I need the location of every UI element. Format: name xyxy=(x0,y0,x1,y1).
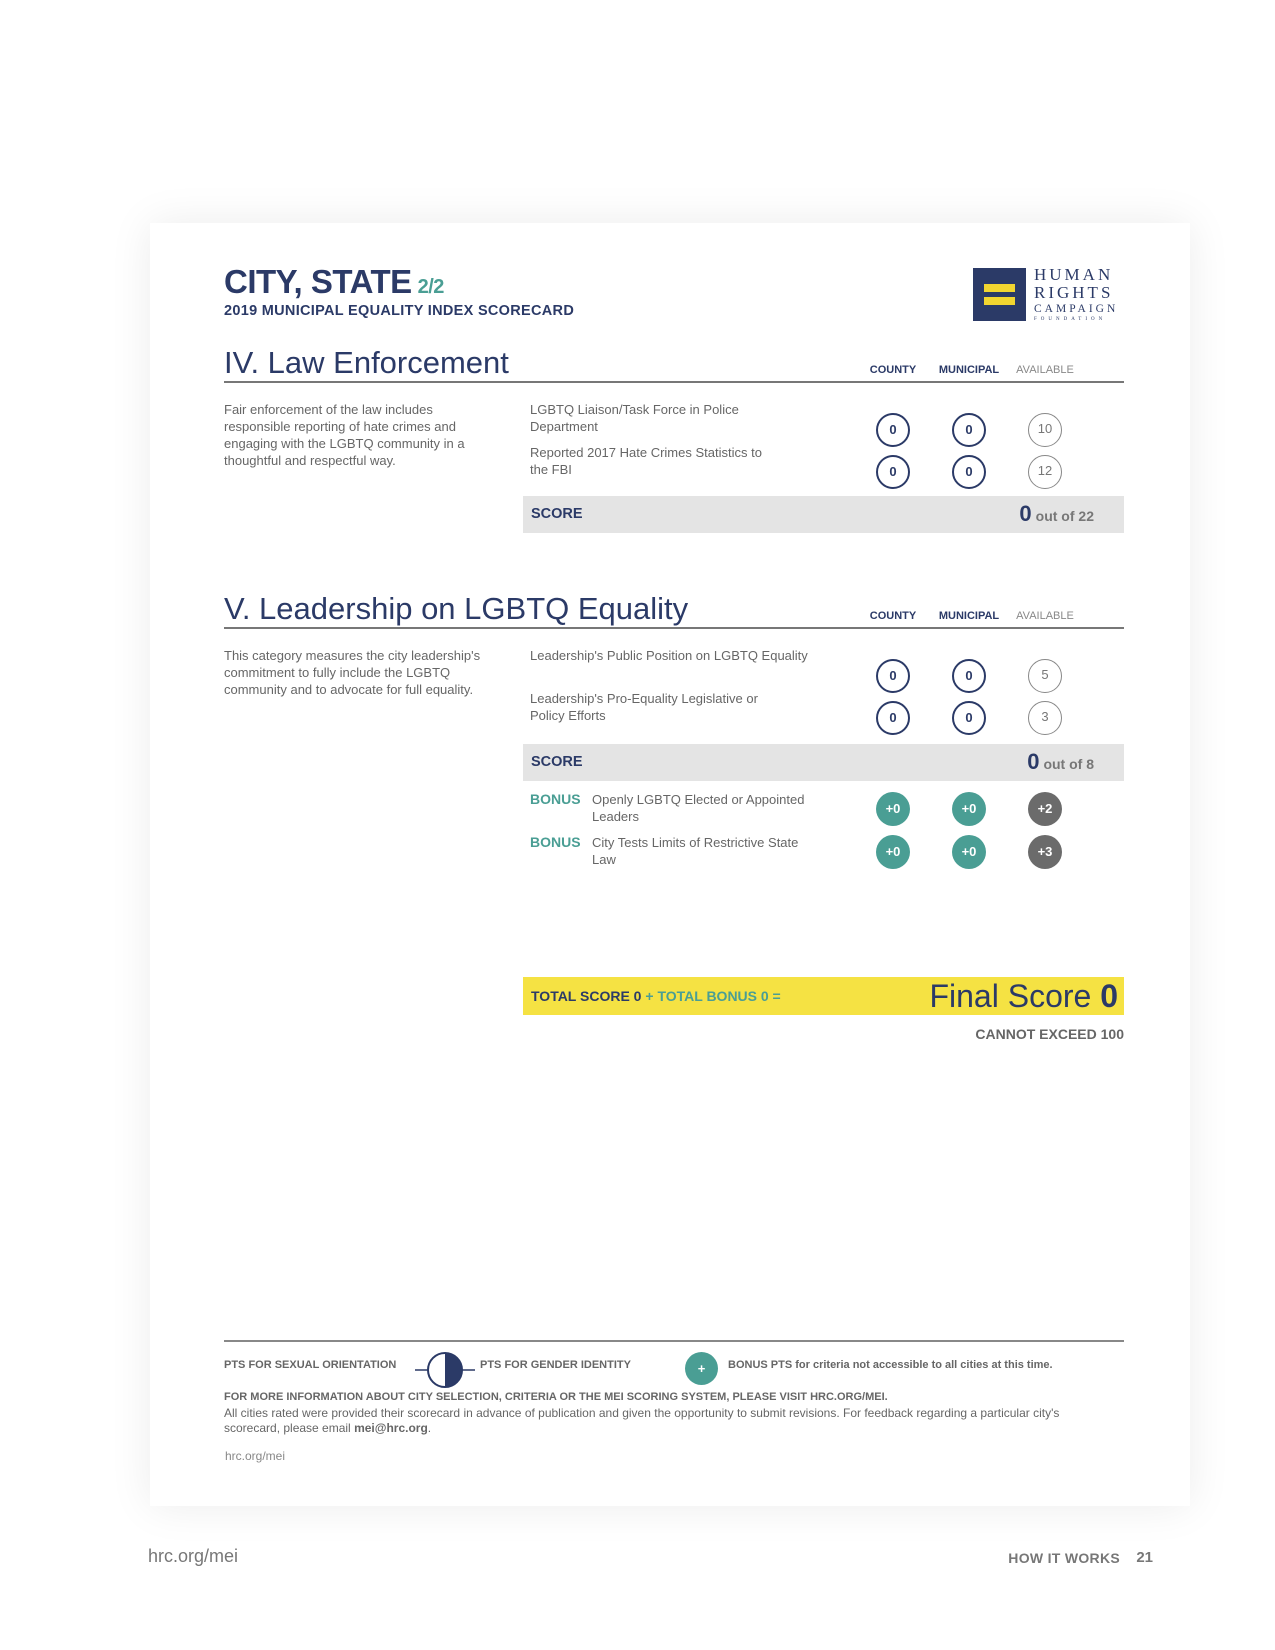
score-label: SCORE xyxy=(531,754,583,770)
municipal-score: 0 xyxy=(952,701,986,735)
page-title: CITY, STATE 2/2 xyxy=(224,263,444,300)
score-label: SCORE xyxy=(531,506,583,522)
municipal-bonus: +0 xyxy=(952,835,986,869)
page-footer-url[interactable]: hrc.org/mei xyxy=(148,1546,239,1566)
column-header-municipal: MUNICIPAL xyxy=(938,364,1000,376)
law-score-out-of: out of 22 xyxy=(1035,508,1094,524)
leadership-title: V. Leadership on LGBTQ Equality xyxy=(224,591,689,626)
section-divider xyxy=(224,381,1124,383)
page-indicator: 2/2 xyxy=(417,276,444,298)
page-footer-section: HOW IT WORKS xyxy=(1008,1550,1120,1566)
law-description: Fair enforcement of the law includes responsible reporting of hate crimes and engaging with the LGBTQ community in a thoughtful and respectful way. xyxy=(224,402,465,468)
leadership-description: This category measures the city leadership's commitment to fully include the LGBTQ community and to advocate for full equality. xyxy=(224,648,481,697)
law-score-value: 0 xyxy=(1019,501,1032,526)
available-bonus: +3 xyxy=(1028,835,1062,869)
law-score-bar xyxy=(523,496,1124,533)
final-score-bar xyxy=(523,977,1124,1015)
legend-bonus: BONUS PTS for criteria not accessible to all cities at this time. xyxy=(728,1359,1053,1371)
available-points: 12 xyxy=(1028,455,1062,489)
county-score: 0 xyxy=(876,659,910,693)
bonus-label: BONUS xyxy=(530,791,581,807)
bonus-criterion-label: City Tests Limits of Restrictive State Law xyxy=(592,835,799,867)
leadership-score-bar xyxy=(523,744,1124,781)
total-score-label: TOTAL SCORE 0 xyxy=(531,988,642,1004)
criterion-label: LGBTQ Liaison/Task Force in Police Department xyxy=(530,402,739,434)
cannot-exceed-note: CANNOT EXCEED 100 xyxy=(975,1026,1124,1042)
bonus-legend-icon: + xyxy=(685,1352,718,1385)
section-divider xyxy=(224,627,1124,629)
bonus-criterion-label: Openly LGBTQ Elected or Appointed Leaders xyxy=(592,792,805,824)
half-circle-legend-icon xyxy=(415,1350,475,1390)
criterion-label: Reported 2017 Hate Crimes Statistics to the FBI xyxy=(530,445,762,477)
legend-gender-identity: PTS FOR GENDER IDENTITY xyxy=(480,1359,631,1371)
column-header-available: AVAILABLE xyxy=(1016,610,1074,622)
total-bonus-label: TOTAL BONUS 0 = xyxy=(657,988,781,1004)
municipal-bonus: +0 xyxy=(952,792,986,826)
municipal-score: 0 xyxy=(952,455,986,489)
county-bonus: +0 xyxy=(876,792,910,826)
municipal-score: 0 xyxy=(952,659,986,693)
card-footer-link[interactable]: hrc.org/mei xyxy=(225,1449,286,1463)
county-score: 0 xyxy=(876,701,910,735)
county-score: 0 xyxy=(876,455,910,489)
available-bonus: +2 xyxy=(1028,792,1062,826)
legend-sexual-orientation: PTS FOR SEXUAL ORIENTATION xyxy=(224,1359,397,1371)
fine-print: All cities rated were provided their scorecard in advance of publication and given the opportunity to submit revisions. For feedback regarding a particular city's scorecard, please email mei@hrc.org. xyxy=(224,1406,1060,1435)
criterion-label: Leadership's Public Position on LGBTQ Equality xyxy=(530,648,808,663)
column-header-county: COUNTY xyxy=(869,610,917,622)
final-score-label: Final Score xyxy=(929,978,1092,1014)
final-score-value: 0 xyxy=(1100,978,1118,1014)
county-score: 0 xyxy=(876,413,910,447)
column-header-municipal: MUNICIPAL xyxy=(938,610,1000,622)
county-bonus: +0 xyxy=(876,835,910,869)
leadership-score-out-of: out of 8 xyxy=(1043,756,1094,772)
leadership-score-value: 0 xyxy=(1027,749,1040,774)
municipal-score: 0 xyxy=(952,413,986,447)
available-points: 5 xyxy=(1028,659,1062,693)
feedback-email-link[interactable]: mei@hrc.org xyxy=(354,1421,428,1435)
scorecard-subtitle: 2019 MUNICIPAL EQUALITY INDEX SCORECARD xyxy=(224,303,575,319)
bonus-label: BONUS xyxy=(530,834,581,850)
column-header-county: COUNTY xyxy=(869,364,917,376)
scorecard-card xyxy=(150,223,1190,1506)
column-header-available: AVAILABLE xyxy=(1016,364,1074,376)
available-points: 3 xyxy=(1028,701,1062,735)
available-points: 10 xyxy=(1028,413,1062,447)
plus-sign: + xyxy=(645,988,654,1004)
law-enforcement-title: IV. Law Enforcement xyxy=(224,345,509,380)
hrc-logo-icon xyxy=(973,268,1026,321)
criterion-label: Leadership's Pro-Equality Legislative or Policy Efforts xyxy=(530,691,758,723)
footer-divider xyxy=(224,1340,1124,1342)
page-number: 21 xyxy=(1136,1549,1153,1566)
more-info-note: FOR MORE INFORMATION ABOUT CITY SELECTION, CRITERIA OR THE MEI SCORING SYSTEM, PLEASE VISIT HRC.ORG/MEI. xyxy=(224,1391,888,1403)
hrc-logo-text: HUMAN RIGHTS CAMPAIGN FOUNDATION xyxy=(1034,265,1119,322)
